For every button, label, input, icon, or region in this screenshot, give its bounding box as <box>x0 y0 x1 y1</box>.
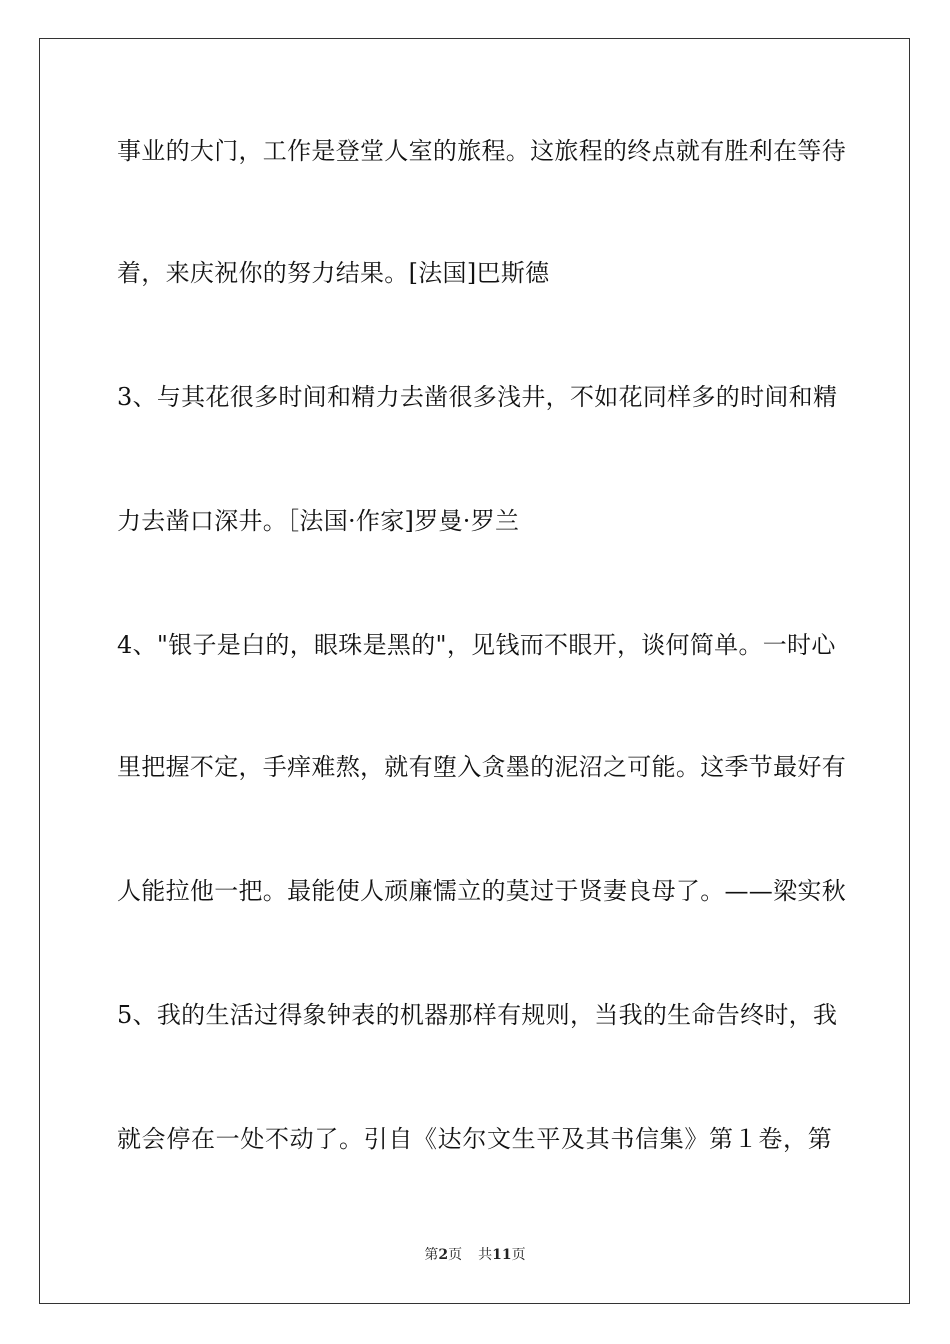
text-line-7: 人能拉他一把。最能使人顽廉懦立的莫过于贤妻良母了。——梁实秋 <box>117 877 846 905</box>
text-line-1: 事业的大门，工作是登堂人室的旅程。这旅程的终点就有胜利在等待 <box>117 137 846 165</box>
text-line-5: 4、"银子是白的，眼珠是黑的"，见钱而不眼开，谈何简单。一时心 <box>117 631 836 659</box>
page-current-number: 2 <box>438 1247 449 1263</box>
text-line-3: 3、与其花很多时间和精力去凿很多浅井，不如花同样多的时间和精 <box>117 383 838 411</box>
text-line-4: 力去凿口深井。［法国·作家]罗曼·罗兰 <box>117 507 520 535</box>
text-line-2: 着，来庆祝你的努力结果。[法国]巴斯德 <box>117 259 550 287</box>
total-label-prefix: 共 <box>478 1247 493 1263</box>
page-total-number: 11 <box>492 1247 512 1263</box>
text-line-6: 里把握不定，手痒难熬，就有堕入贪墨的泥沼之可能。这季节最好有 <box>117 753 846 781</box>
text-line-9: 就会停在一处不动了。引自《达尔文生平及其书信集》第１卷，第 <box>117 1125 832 1153</box>
page-label-prefix: 第 <box>424 1247 439 1263</box>
page-label-suffix: 页 <box>448 1247 463 1263</box>
page-footer <box>0 1246 950 1264</box>
text-line-8: 5、我的生活过得象钟表的机器那样有规则，当我的生命告终时，我 <box>117 1001 838 1029</box>
page-border <box>39 38 910 1304</box>
total-label-suffix: 页 <box>511 1247 526 1263</box>
